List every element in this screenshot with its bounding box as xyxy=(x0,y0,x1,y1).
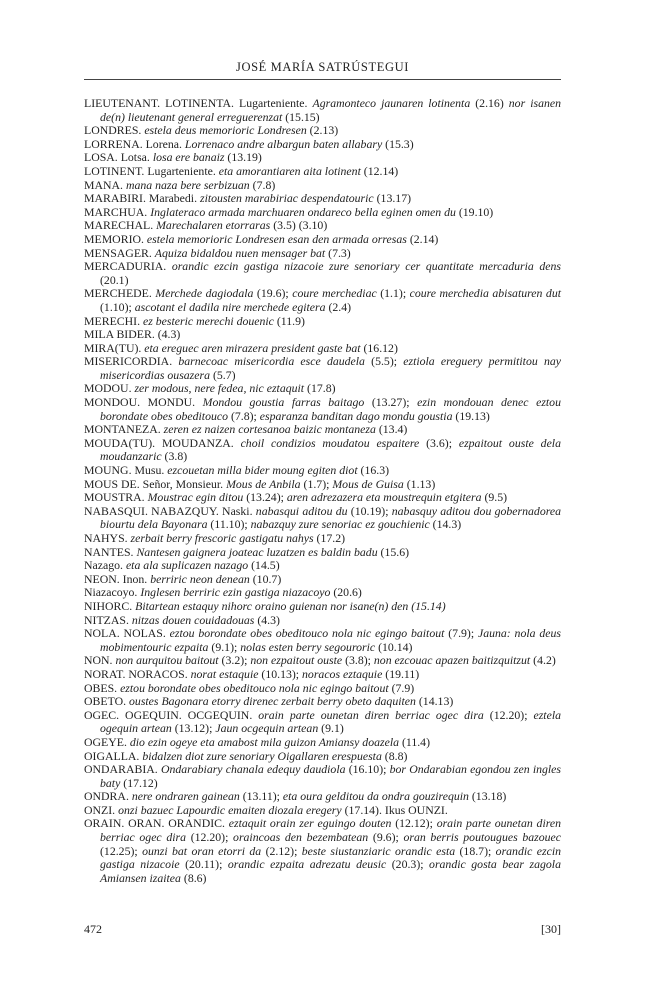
glossary-entries xyxy=(84,97,561,885)
glossary-entry xyxy=(84,709,561,736)
entry-text: (10.7) xyxy=(249,571,282,586)
entry-text: (18.7); xyxy=(455,843,496,858)
entry-text: (16.10); xyxy=(345,762,390,777)
entry-example-text: losa ere banaiz xyxy=(152,150,225,165)
entry-text: MANA. xyxy=(84,177,126,192)
entry-text: (15.15) xyxy=(282,109,320,124)
entry-text: (4.2) xyxy=(530,653,556,668)
entry-text: (11.10); xyxy=(207,517,251,532)
entry-text: OIGALLA. xyxy=(84,748,143,763)
entry-text: MENSAGER. xyxy=(84,245,155,260)
entry-text: (1.1); xyxy=(376,286,410,301)
entry-text: (13.19) xyxy=(224,150,262,165)
entry-example-text: Mous de Anbila xyxy=(226,476,301,491)
entry-text: (9.1) xyxy=(318,721,344,736)
entry-text: (4.3) xyxy=(254,612,280,627)
entry-example-text: zerbait berry frescoric gastigatu nahys xyxy=(130,531,314,545)
entry-text: (10.14) xyxy=(375,639,413,654)
entry-text: (7.8) xyxy=(249,177,276,192)
entry-text: Niazacoyo. xyxy=(84,585,141,600)
entry-text: MERCADURIA. xyxy=(84,259,172,274)
glossary-entry xyxy=(84,546,561,560)
entry-example-text: non aurquitou baitout xyxy=(115,653,219,668)
entry-text: (2.13) xyxy=(306,123,339,138)
entry-text: (20.6) xyxy=(330,585,362,600)
glossary-entry xyxy=(84,559,561,573)
entry-text: (3.6); xyxy=(419,435,459,450)
glossary-entry xyxy=(84,206,561,220)
entry-text: (12.20); xyxy=(186,830,234,845)
entry-text: (19.6); xyxy=(253,286,293,301)
entry-text: MOUSTRA. xyxy=(84,490,148,505)
entry-text: NORAT. NORACOS. xyxy=(84,666,191,681)
entry-text: (7.9); xyxy=(444,626,478,641)
entry-example-text: estela deus memorioric Londresen xyxy=(144,123,307,138)
entry-text: MERECHI. xyxy=(84,313,143,328)
entry-example-text: nere ondraren gainean xyxy=(131,789,240,804)
entry-example-text: nor isanen de(n) lieutenant general erreguerenzat xyxy=(100,96,561,124)
entry-text: (13.24); xyxy=(243,490,287,505)
glossary-entry xyxy=(84,124,561,138)
glossary-entry xyxy=(84,247,561,261)
entry-text: NOLA. NOLAS. xyxy=(84,626,170,641)
entry-example-text: oraincoas den bezembatean xyxy=(233,830,369,845)
entry-text: (3.8) xyxy=(161,449,188,464)
entry-example-text: Moustrac egin ditou xyxy=(147,490,244,505)
entry-example-text: Mous de Guisa xyxy=(332,476,404,491)
entry-text: (1.13) xyxy=(403,476,436,491)
page-reference: [30] xyxy=(541,922,561,936)
entry-text: (13.12); xyxy=(171,721,216,736)
entry-text: (13.4) xyxy=(375,422,408,437)
entry-text: (16.3) xyxy=(357,463,390,478)
entry-text: (17.8) xyxy=(304,381,336,396)
entry-example-text: oran berris poutougues bazouec xyxy=(403,830,561,845)
glossary-entry xyxy=(84,586,561,600)
entry-text: OGEC. OGEQUIN. OCGEQUIN. xyxy=(84,707,259,722)
entry-example-text: eztou borondate obes obeditouco nola nic egingo baitout xyxy=(169,626,445,641)
entry-text: LOTINENT. Lugarteniente. xyxy=(84,163,219,178)
glossary-entry xyxy=(84,342,561,356)
entry-example-text: eta ereguec aren mirazera president gaste bat xyxy=(144,340,361,355)
glossary-entry xyxy=(84,505,561,532)
entry-example-text: barnecoac misericordia esce daudela xyxy=(178,354,365,369)
entry-text: NIHORC. xyxy=(84,598,136,613)
entry-text: (15.3) xyxy=(382,136,414,151)
entry-text: (9.5) xyxy=(481,490,508,505)
glossary-entry xyxy=(84,192,561,206)
entry-text: NAHYS. xyxy=(84,531,131,545)
glossary-entry xyxy=(84,790,561,804)
glossary-entry xyxy=(84,573,561,587)
entry-text: (9.1); xyxy=(208,639,241,654)
entry-text: (2.12); xyxy=(261,843,302,858)
entry-text: (3.2); xyxy=(218,653,251,668)
entry-text: ONDARABIA. xyxy=(84,762,161,777)
glossary-entry xyxy=(84,695,561,709)
entry-text: (8.6) xyxy=(180,870,207,885)
glossary-entry xyxy=(84,600,561,614)
entry-text: OBETO. xyxy=(84,694,130,709)
glossary-entry xyxy=(84,328,561,342)
glossary-entry xyxy=(84,151,561,165)
entry-example-text: orandic ezcin gastiga nizacoie xyxy=(100,843,561,872)
entry-example-text: bor Ondarabian egondou zen ingles baty xyxy=(100,762,562,790)
entry-text: (11.4) xyxy=(399,734,431,749)
entry-example-text: Lorrenaco andre albargun baten allabary xyxy=(184,136,383,151)
entry-text: (3.5) (3.10) xyxy=(270,218,328,233)
entry-text: MARCHUA. xyxy=(84,204,151,219)
entry-text: OGEYE. xyxy=(84,734,130,749)
entry-text: MOUDA(TU). MOUDANZA. xyxy=(84,435,241,450)
entry-text: LORRENA. Lorena. xyxy=(84,136,185,151)
glossary-entry xyxy=(84,219,561,233)
entry-example-text: Ondarabiary chanala edequy daudiola xyxy=(160,762,346,777)
glossary-entry xyxy=(84,478,561,492)
entry-example-text: orandic ezcin gastiga nizacoie zure senoriary cer quantitate mercaduria dens xyxy=(171,259,561,274)
entry-text: (14.3) xyxy=(429,517,462,532)
entry-text: NEON. Inon. xyxy=(84,571,151,586)
glossary-entry xyxy=(84,736,561,750)
entry-example-text: Bitartean estaquy nihorc oraino guienan nor isane(n) den (15.14) xyxy=(135,598,446,613)
glossary-entry xyxy=(84,179,561,193)
glossary-entry xyxy=(84,750,561,764)
glossary-entry xyxy=(84,165,561,179)
entry-text: (7.3) xyxy=(325,245,351,260)
entry-example-text: Marechalaren etorraras xyxy=(156,218,271,233)
entry-example-text: ezcouetan milla bider moung egiten diot xyxy=(167,463,358,478)
entry-example-text: nitzas douen couidadouas xyxy=(131,612,255,627)
glossary-entry xyxy=(84,396,561,423)
glossary-entry xyxy=(84,614,561,628)
entry-example-text: Jauna: nola deus mobimentouric ezpaita xyxy=(100,626,561,654)
glossary-entry xyxy=(84,817,561,885)
glossary-entry xyxy=(84,260,561,287)
entry-example-text: eztiola ereguery permititou nay misericordias ousazera xyxy=(100,354,561,382)
entry-example-text: nabasqui aditou du xyxy=(255,503,348,518)
entry-text: (12.25); xyxy=(100,843,143,858)
entry-example-text: eta ala suplicazen nazago xyxy=(125,558,249,573)
glossary-entry xyxy=(84,532,561,546)
entry-text: (13.27); xyxy=(364,395,418,410)
entry-example-text: choil condizios moudatou espaitere xyxy=(240,435,420,450)
entry-text: (13.18) xyxy=(468,789,507,804)
glossary-entry xyxy=(84,423,561,437)
entry-text: (20.1) xyxy=(100,272,129,287)
entry-text: MONTANEZA. xyxy=(84,422,164,437)
entry-example-text: non ezcouac apazen baitizquitzut xyxy=(373,653,531,668)
entry-text: (7.8); xyxy=(228,408,260,423)
entry-example-text: norat estaquie xyxy=(190,666,259,681)
entry-example-text: noracos eztaquie xyxy=(302,666,383,681)
entry-text: (3.8); xyxy=(342,653,374,668)
entry-text: MOUNG. Musu. xyxy=(84,463,168,478)
entry-example-text: zeren ez naizen cortesanoa baizic montaneza xyxy=(163,422,376,437)
entry-example-text: orain parte ounetan diren berriac ogec dira xyxy=(100,816,562,845)
entry-example-text: zitousten marabiriac despendatouric xyxy=(200,191,374,206)
entry-text: MISERICORDIA. xyxy=(84,354,179,369)
entry-example-text: esparanza banditan dago mondu goustia xyxy=(259,408,453,423)
entry-example-text: berriric neon denean xyxy=(150,571,250,586)
entry-text: (10.19); xyxy=(347,503,392,518)
entry-example-text: eztela ogequin artean xyxy=(100,707,562,736)
glossary-entry xyxy=(84,763,561,790)
glossary-entry xyxy=(84,315,561,329)
entry-text: (1.7); xyxy=(300,476,333,491)
glossary-entry xyxy=(84,355,561,382)
entry-example-text: aren adrezazera eta moustrequin etgitera xyxy=(286,490,482,505)
entry-text: LOSA. Lotsa. xyxy=(84,150,153,165)
entry-example-text: ez besteric merechi douenic xyxy=(143,313,274,328)
entry-text: (11.9) xyxy=(273,313,305,328)
entry-example-text: Jaun ocgequin artean xyxy=(215,721,319,736)
entry-example-text: mana naza bere serbizuan xyxy=(125,177,250,192)
entry-text: OBES. xyxy=(84,680,121,695)
entry-example-text: orandic ezpaita adrezatu deusic xyxy=(227,857,387,872)
glossary-entry xyxy=(84,138,561,152)
entry-example-text: bidalzen diot zure senoriary Oigallaren erespuesta xyxy=(142,748,382,763)
glossary-entry xyxy=(84,97,561,124)
entry-example-text: non ezpaitout ouste xyxy=(250,653,343,668)
entry-text: MODOU. xyxy=(84,381,135,396)
entry-text: LIEUTENANT. LOTINENTA. Lugarteniente. xyxy=(84,96,313,110)
entry-text: (2.4) xyxy=(325,299,352,314)
entry-example-text: eztaquit orain zer eguingo douten xyxy=(228,816,392,831)
entry-text: ONZI. xyxy=(84,802,119,817)
entry-text: (17.14). Ikus OUNZI. xyxy=(341,802,448,817)
entry-text: (5.7) xyxy=(210,367,236,382)
entry-text: MARABIRI. Marabedi. xyxy=(84,191,200,206)
entry-example-text: Inglateraco armada marchuaren ondareco bella eginen omen du xyxy=(150,204,456,219)
page-number: 472 xyxy=(84,922,102,936)
glossary-entry xyxy=(84,233,561,247)
entry-example-text: orain parte ounetan diren berriac ogec dira xyxy=(258,707,484,722)
entry-text: (19.11) xyxy=(382,666,420,681)
entry-example-text: nolas esten berry segouroric xyxy=(240,639,376,654)
entry-text: ORAIN. ORAN. ORANDIC. xyxy=(84,816,229,831)
entry-text: MARECHAL. xyxy=(84,218,157,233)
entry-example-text: oustes Bagonara etorry direnec zerbait berry obeto daquiten xyxy=(129,694,416,709)
entry-text: (20.11); xyxy=(179,857,228,872)
glossary-entry xyxy=(84,287,561,314)
entry-example-text: Nantesen gaignera joateac luzatzen es baldin badu xyxy=(136,544,378,559)
entry-text: (12.14) xyxy=(360,163,399,178)
entry-text: ONDRA. xyxy=(84,789,132,804)
entry-example-text: onzi bazuec Lapourdic emaiten diozala eregery xyxy=(118,802,342,817)
glossary-entry xyxy=(84,668,561,682)
entry-example-text: orandic gosta bear zagola Amiansen izaitea xyxy=(100,857,561,885)
entry-text: NON. xyxy=(84,653,116,668)
entry-text: (12.20); xyxy=(483,707,534,722)
glossary-entry xyxy=(84,804,561,818)
glossary-entry xyxy=(84,682,561,696)
entry-example-text: Merchede dagiodala xyxy=(155,286,254,301)
entry-text: LONDRES. xyxy=(84,123,145,138)
entry-text: MONDOU. MONDU. xyxy=(84,395,203,410)
entry-example-text: ezin mondouan denec eztou borondate obes obeditouco xyxy=(100,395,561,423)
entry-example-text: Aquiza bidaldou nuen mensager bat xyxy=(154,245,326,260)
entry-example-text: estela memorioric Londresen esan den armada orresas xyxy=(146,231,407,246)
entry-example-text: ascotant el dadila nire merchede egitera xyxy=(134,299,326,314)
entry-text: (14.13) xyxy=(415,694,454,709)
entry-text: Nazago. xyxy=(84,558,126,573)
entry-example-text: zer modous, nere fedea, nic eztaquit xyxy=(134,381,305,396)
entry-text: NITZAS. xyxy=(84,612,132,627)
glossary-entry xyxy=(84,437,561,464)
entry-example-text: nabasquy aditou dou gobernadorea biourtu dela Bayonara xyxy=(100,503,562,532)
entry-text: (12.12); xyxy=(391,816,437,831)
entry-example-text: Agramonteco jaunaren lotinenta xyxy=(312,96,471,110)
entry-text: NANTES. xyxy=(84,544,137,559)
entry-text: (17.12) xyxy=(120,775,158,790)
entry-text: (20.3); xyxy=(386,857,430,872)
entry-text: (16.12) xyxy=(360,340,398,355)
entry-text: (15.6) xyxy=(377,544,410,559)
glossary-entry xyxy=(84,464,561,478)
glossary-entry xyxy=(84,654,561,668)
entry-text: (13.17) xyxy=(373,191,412,206)
entry-text: (2.16) xyxy=(470,96,509,110)
entry-example-text: ounzi bat oran etorri da xyxy=(142,843,262,858)
entry-text: (7.9) xyxy=(388,680,415,695)
entry-example-text: nabazquy zure senoriac ez gouchienic xyxy=(250,517,430,532)
entry-text: (9.6); xyxy=(368,830,404,845)
entry-text: MILA BIDER. (4.3) xyxy=(84,327,181,342)
entry-example-text: Inglesen berriric ezin gastiga niazacoyo xyxy=(140,585,331,600)
entry-text: MOUS DE. Señor, Monsieur. xyxy=(84,476,227,491)
entry-text: (13.11); xyxy=(239,789,283,804)
running-header: JOSÉ MARÍA SATRÚSTEGUI xyxy=(84,60,561,80)
entry-example-text: eta oura gelditou da ondra gouzirequin xyxy=(282,789,469,804)
entry-text: (1.10); xyxy=(100,299,135,314)
glossary-entry xyxy=(84,627,561,654)
entry-text: (19.10) xyxy=(455,204,494,219)
entry-text: NABASQUI. NABAZQUY. Naski. xyxy=(84,503,256,518)
glossary-entry xyxy=(84,382,561,396)
entry-example-text: ezpaitout ouste dela moudanzaric xyxy=(100,435,561,464)
entry-text: (10.13); xyxy=(258,666,303,681)
entry-text: (2.14) xyxy=(406,231,439,246)
entry-text: (17.2) xyxy=(313,531,346,545)
entry-example-text: eztou borondate obes obeditouco nola nic egingo baitout xyxy=(120,680,389,695)
entry-example-text: Mondou goustia farras baitago xyxy=(202,395,365,410)
entry-text: MEMORIO. xyxy=(84,231,147,246)
entry-example-text: beste siustanziaric orandic esta xyxy=(301,843,456,858)
entry-text: (5.5); xyxy=(364,354,404,369)
entry-text: (14.5) xyxy=(248,558,280,573)
glossary-entry xyxy=(84,491,561,505)
entry-example-text: coure merchediac xyxy=(292,286,377,301)
entry-text: MIRA(TU). xyxy=(84,340,145,355)
entry-example-text: eta amorantiaren aita lotinent xyxy=(218,163,361,178)
entry-text: MERCHEDE. xyxy=(84,286,156,301)
entry-text: (19.13) xyxy=(452,408,490,423)
entry-text: (8.8) xyxy=(381,748,408,763)
entry-example-text: dio ezin ogeye eta amabost mila guizon Amiansy doazela xyxy=(129,734,399,749)
entry-example-text: coure merchedia abisaturen dut xyxy=(409,286,561,301)
